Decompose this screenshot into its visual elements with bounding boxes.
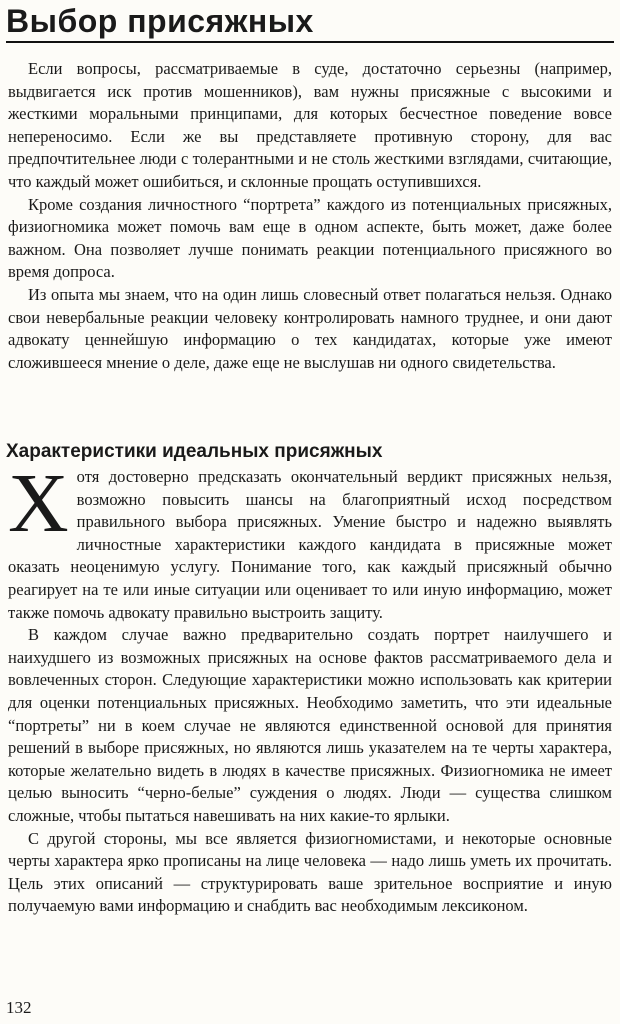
chapter-title: Выбор присяжных — [6, 3, 314, 39]
chapter-title-rule — [6, 41, 614, 43]
paragraph: Кроме создания личностного “портрета” каждого из потенциальных присяжных, физиогномика может помочь вам еще в одном аспекте, быть может, даже более важном. Она позволяет лучше понимать реакции потенциального присяжного во время допроса. — [8, 194, 612, 282]
paragraph-with-dropcap — [8, 457, 612, 624]
page-number: 132 — [6, 998, 32, 1017]
paragraph-text: отя достоверно предсказать окончательный вердикт присяжных нельзя, возможно повысить шансы на благоприятный исход посредством правильного выбора присяжных. Умение быстро и надежно выявлять личностные характеристики каждого кандидата в присяжные может оказать неоценимую услугу. Понимание того, как каждый присяжный обычно реагирует на те или иные ситуации или оценивает то или иную информацию, может также помочь адвокату правильно выстроить защиту. — [8, 467, 612, 622]
paragraph: С другой стороны, мы все является физиогномистами, и некоторые основные черты характера ярко прописаны на лице человека — надо лишь уметь их прочитать. Цель этих описаний — структурировать ваше зрительное восприятие и иную получаемую вами информацию и снабдить вас необходимым лексиконом. — [8, 828, 612, 916]
section-heading: Характеристики идеальных присяжных — [6, 441, 383, 462]
paragraph: Если вопросы, рассматриваемые в суде, достаточно серьезны (например, выдвигается иск против мошенников), вам нужны присяжные с высокими и жесткими моральными принципами, для которых бесчестное поведение вовсе непереносимо. Если же вы представляете противную сторону, для вас предпочтительнее люди с толерантными и не столь жесткими взглядами, считающие, что каждый может ошибиться, и склонные прощать оступившихся. — [8, 59, 612, 191]
paragraph: В каждом случае важно предварительно создать портрет наилучшего и наихудшего из возможных присяжных на основе фактов рассматриваемого дела и вовлеченных сторон. Следующие характеристики можно использовать как критерии для оценки потенциальных присяжных. Необходимо заметить, что эти идеальные “портреты” ни в коем случае не являются единственной основой для принятия решений в выборе присяжных, но являются лишь указателем на те черты характера, которые желательно видеть в людях в качестве присяжных. Физиогномика не имеет целью выносить “черно-белые” суждения о людях. Люди — существа слишком сложные, чтобы пытаться навешивать на них какие-то ярлыки. — [8, 625, 612, 825]
section-intro-text — [8, 58, 612, 374]
paragraph: Из опыта мы знаем, что на один лишь словесный ответ полагаться нельзя. Однако свои невербальные реакции человеку контролировать намного труднее, и они дают адвокату ценнейшую информацию о тех кандидатах, которые уже имеют сложившееся мнение о деле, даже еще не выслушав ни одного свидетельства. — [8, 284, 612, 372]
section-ideal-jurors-text — [8, 457, 612, 918]
drop-cap-letter: Х — [8, 457, 69, 550]
